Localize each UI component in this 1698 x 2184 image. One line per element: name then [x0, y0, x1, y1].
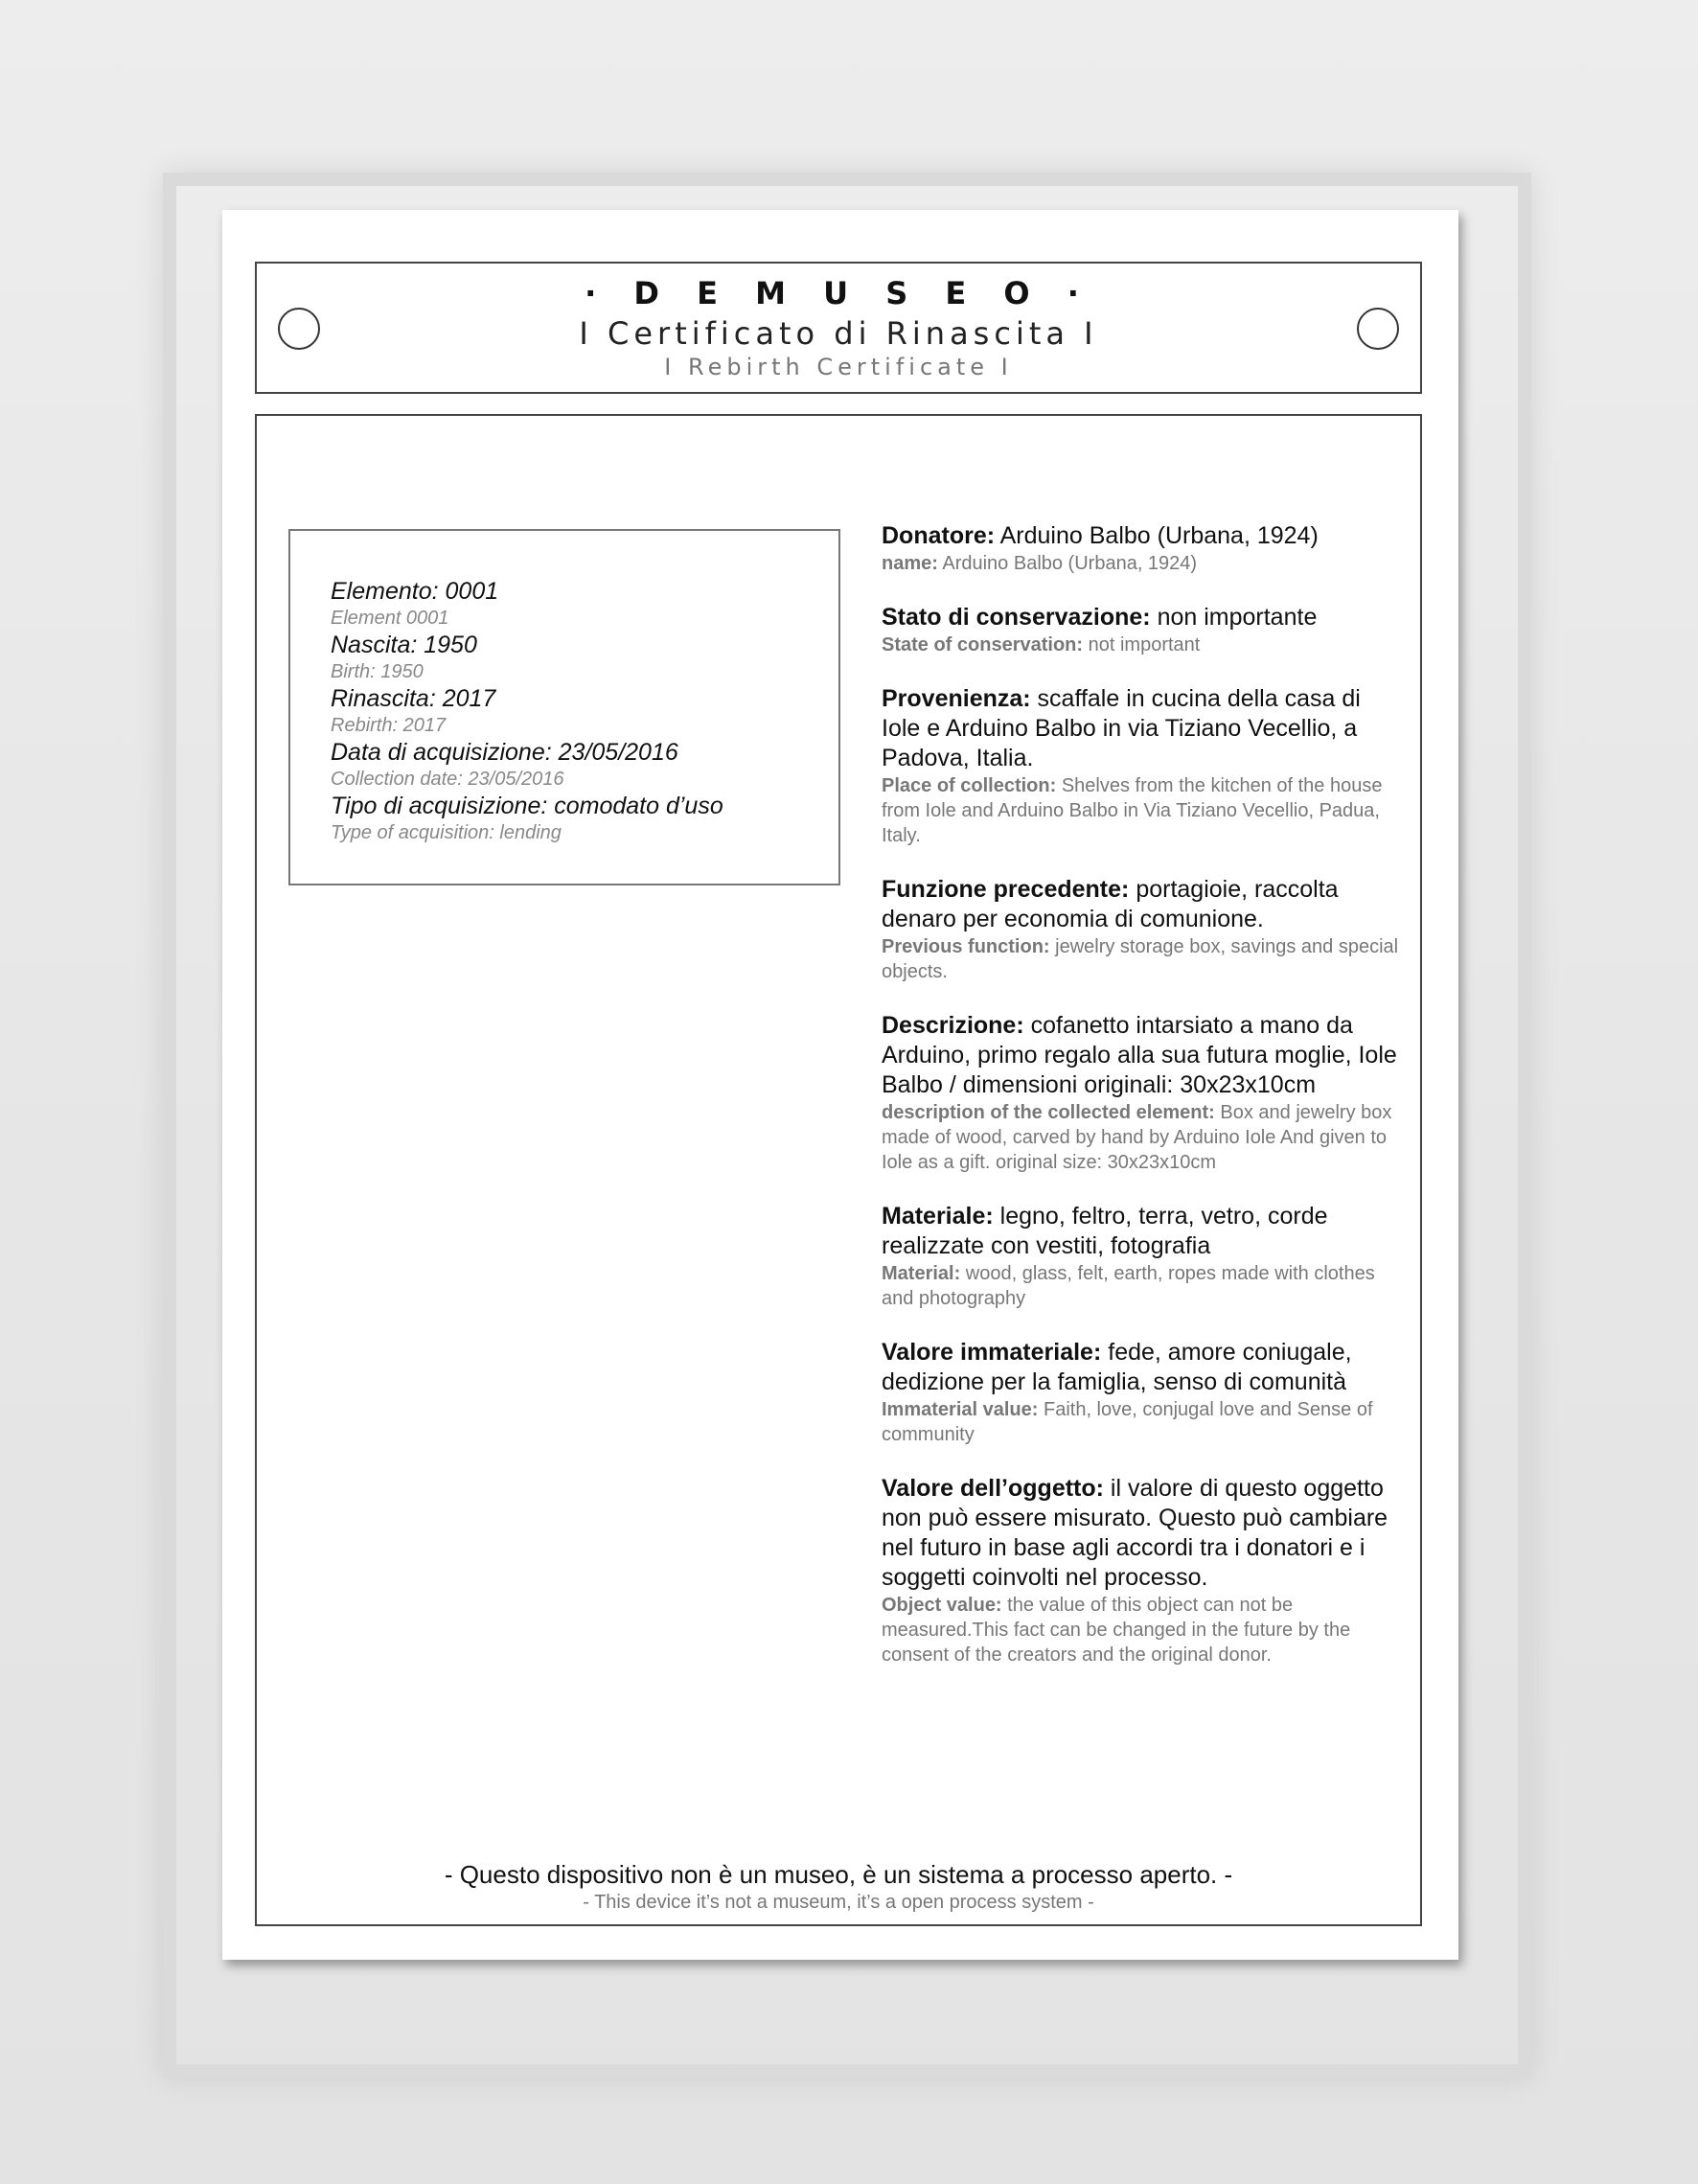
- field-value-en: Shelves from the kitchen of the house from Iole and Arduino Balbo in Via Tiziano Vecellio, Padua, Italy.: [882, 775, 1383, 846]
- certificate-footer: [257, 1859, 1420, 1915]
- certificate-paper: [222, 210, 1458, 1960]
- field-label: Stato di conservazione:: [882, 604, 1151, 631]
- field-provenance: [882, 684, 1399, 848]
- element-info-box: [288, 529, 840, 885]
- element-number-en: Element 0001: [331, 608, 449, 629]
- birth-year: Nascita: 1950: [331, 632, 477, 658]
- brand-title: · D E M U S E O ·: [585, 275, 1092, 311]
- acquisition-type-en: Type of acquisition: lending: [331, 822, 562, 843]
- acquisition-date-en: Collection date: 23/05/2016: [331, 769, 564, 790]
- footer-statement: - Questo dispositivo non è un museo, è un sistema a processo aperto. -: [444, 1860, 1233, 1889]
- certificate-header: [255, 262, 1422, 394]
- field-label: Valore dell’oggetto:: [882, 1475, 1104, 1502]
- field-value: non importante: [1150, 604, 1318, 631]
- field-label: Materiale:: [882, 1203, 994, 1230]
- field-label: Provenienza:: [882, 685, 1031, 712]
- birth-year-en: Birth: 1950: [331, 661, 424, 682]
- field-label-en: Material:: [882, 1263, 961, 1284]
- field-value: il valore di questo oggetto non può essere misurato. Questo può cambiare nel futuro in base agli accordi tra i donatori e i soggetti coinvolti nel processo.: [882, 1475, 1388, 1591]
- field-value-en: wood, glass, felt, earth, ropes made with clothes and photography: [882, 1263, 1375, 1309]
- field-value-en: not important: [1083, 634, 1201, 655]
- certificate-title-en: I Rebirth Certificate I: [664, 354, 1013, 380]
- element-number: Elemento: 0001: [331, 578, 499, 605]
- field-value: scaffale in cucina della casa di Iole e Arduino Balbo in via Tiziano Vecellio, a Padova, Italia.: [882, 685, 1361, 771]
- field-value: fede, amore coniugale, dedizione per la famiglia, senso di comunità: [882, 1339, 1352, 1395]
- field-previous-function: [882, 875, 1399, 984]
- field-value-en: the value of this object can not be measured.This fact can be changed in the future by the consent of the creators and the original donor.: [882, 1595, 1351, 1666]
- field-description: [882, 1011, 1399, 1175]
- acquisition-type: Tipo di acquisizione: comodato d’uso: [331, 793, 723, 819]
- certificate-title: I Certificato di Rinascita I: [579, 315, 1098, 352]
- field-material: [882, 1202, 1399, 1311]
- field-label-en: Object value:: [882, 1595, 1002, 1616]
- field-value-en: Box and jewelry box made of wood, carved by hand by Arduino Iole And given to Iole as a gift. original size: 30x23x10cm: [882, 1102, 1392, 1173]
- field-label-en: name:: [882, 553, 938, 574]
- field-label: Donatore:: [882, 522, 996, 549]
- field-value-en: jewelry storage box, savings and special objects.: [882, 936, 1399, 982]
- field-label: Funzione precedente:: [882, 876, 1130, 903]
- rebirth-year: Rinascita: 2017: [331, 685, 496, 712]
- field-value: Arduino Balbo (Urbana, 1924): [995, 522, 1319, 549]
- field-label-en: description of the collected element:: [882, 1102, 1215, 1123]
- field-label: Descrizione:: [882, 1012, 1024, 1039]
- field-value: cofanetto intarsiato a mano da Arduino, primo regalo alla sua futura moglie, Iole Balbo / dimensioni originali: 30x23x10cm: [882, 1012, 1397, 1098]
- field-label-en: State of conservation:: [882, 634, 1084, 655]
- field-value-en: Faith, love, conjugal love and Sense of community: [882, 1399, 1373, 1445]
- field-label-en: Place of collection:: [882, 775, 1057, 796]
- field-object-value: [882, 1474, 1399, 1667]
- certificate-body: [255, 414, 1422, 1926]
- field-immaterial-value: [882, 1338, 1399, 1447]
- footer-statement-en: - This device it’s not a museum, it’s a open process system -: [583, 1892, 1094, 1913]
- details-column: [882, 521, 1399, 1694]
- field-value: legno, feltro, terra, vetro, corde realizzate con vestiti, fotografia: [882, 1203, 1328, 1259]
- field-value-en: Arduino Balbo (Urbana, 1924): [937, 553, 1198, 574]
- field-label-en: Previous function:: [882, 936, 1050, 957]
- field-conservation: [882, 603, 1399, 657]
- field-donor: [882, 521, 1399, 576]
- acquisition-date: Data di acquisizione: 23/05/2016: [331, 739, 678, 766]
- field-value: portagioie, raccolta denaro per economia di comunione.: [882, 876, 1339, 932]
- rebirth-year-en: Rebirth: 2017: [331, 715, 447, 736]
- field-label: Valore immateriale:: [882, 1339, 1102, 1366]
- field-label-en: Immaterial value:: [882, 1399, 1039, 1420]
